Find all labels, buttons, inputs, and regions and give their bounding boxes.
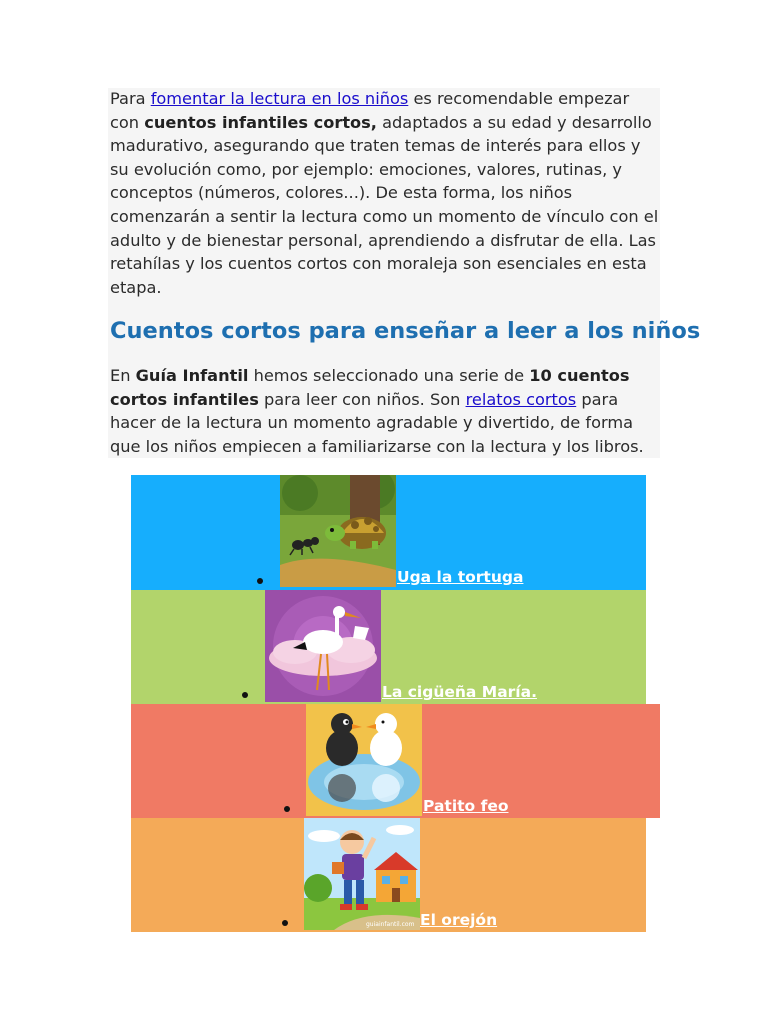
list-bullet [242,692,248,698]
ducks-icon[interactable] [306,704,422,816]
fomentar-lectura-link[interactable]: fomentar la lectura en los niños [150,89,409,108]
section-heading: Cuentos cortos para enseñar a leer a los niños [110,318,701,344]
second-bold-1: Guía Infantil [135,366,249,385]
intro-text-3: adaptados a su edad y desarrollo madurativo, asegurando que traten temas de interés para ellos y su evolución como, por ejemplo: emociones, valores, rutinas, y conceptos (números, colores...). De esta forma, los niños comenzarán a sentir la lectura como un momento de vínculo con el adulto y de bienestar personal, aprendiendo a disfrutar de ella. Las retahílas y los cuentos cortos con moraleja son esenciales en esta etapa. [110,112,659,297]
watermark-text: guiainfantil.com [366,921,415,928]
second-bold-2: 10 cuentos cortos infantiles [110,366,630,409]
story-link-uga-la-tortuga[interactable]: Uga la tortuga [397,568,524,586]
relatos-cortos-link[interactable]: relatos cortos [465,389,577,409]
second-paragraph [110,364,660,458]
list-bullet [257,578,263,584]
second-text-2: hemos seleccionado una serie de [248,366,530,385]
second-text-1: En [110,366,136,385]
second-text-3: para leer con niños. Son [258,389,466,409]
intro-text-1: Para [110,89,151,108]
story-link-la-ciguena-maria[interactable]: La cigüeña María. [382,683,537,701]
intro-paragraph [110,87,660,299]
stork-icon[interactable] [265,590,381,702]
boy-icon[interactable] [304,818,420,930]
intro-bold-1: cuentos infantiles cortos, [144,112,377,132]
turtle-icon[interactable] [280,475,396,587]
second-text-4: para hacer de la lectura un momento agradable y divertido, de forma que los niños empiecen a familiarizarse con la lectura y los libros. [110,389,644,456]
list-bullet [282,920,288,926]
intro-text-2: es recomendable empezar con [110,89,630,132]
list-bullet [284,806,290,812]
story-link-el-orejon[interactable]: El orejón [420,911,498,929]
story-link-patito-feo[interactable]: Patito feo [423,797,509,815]
